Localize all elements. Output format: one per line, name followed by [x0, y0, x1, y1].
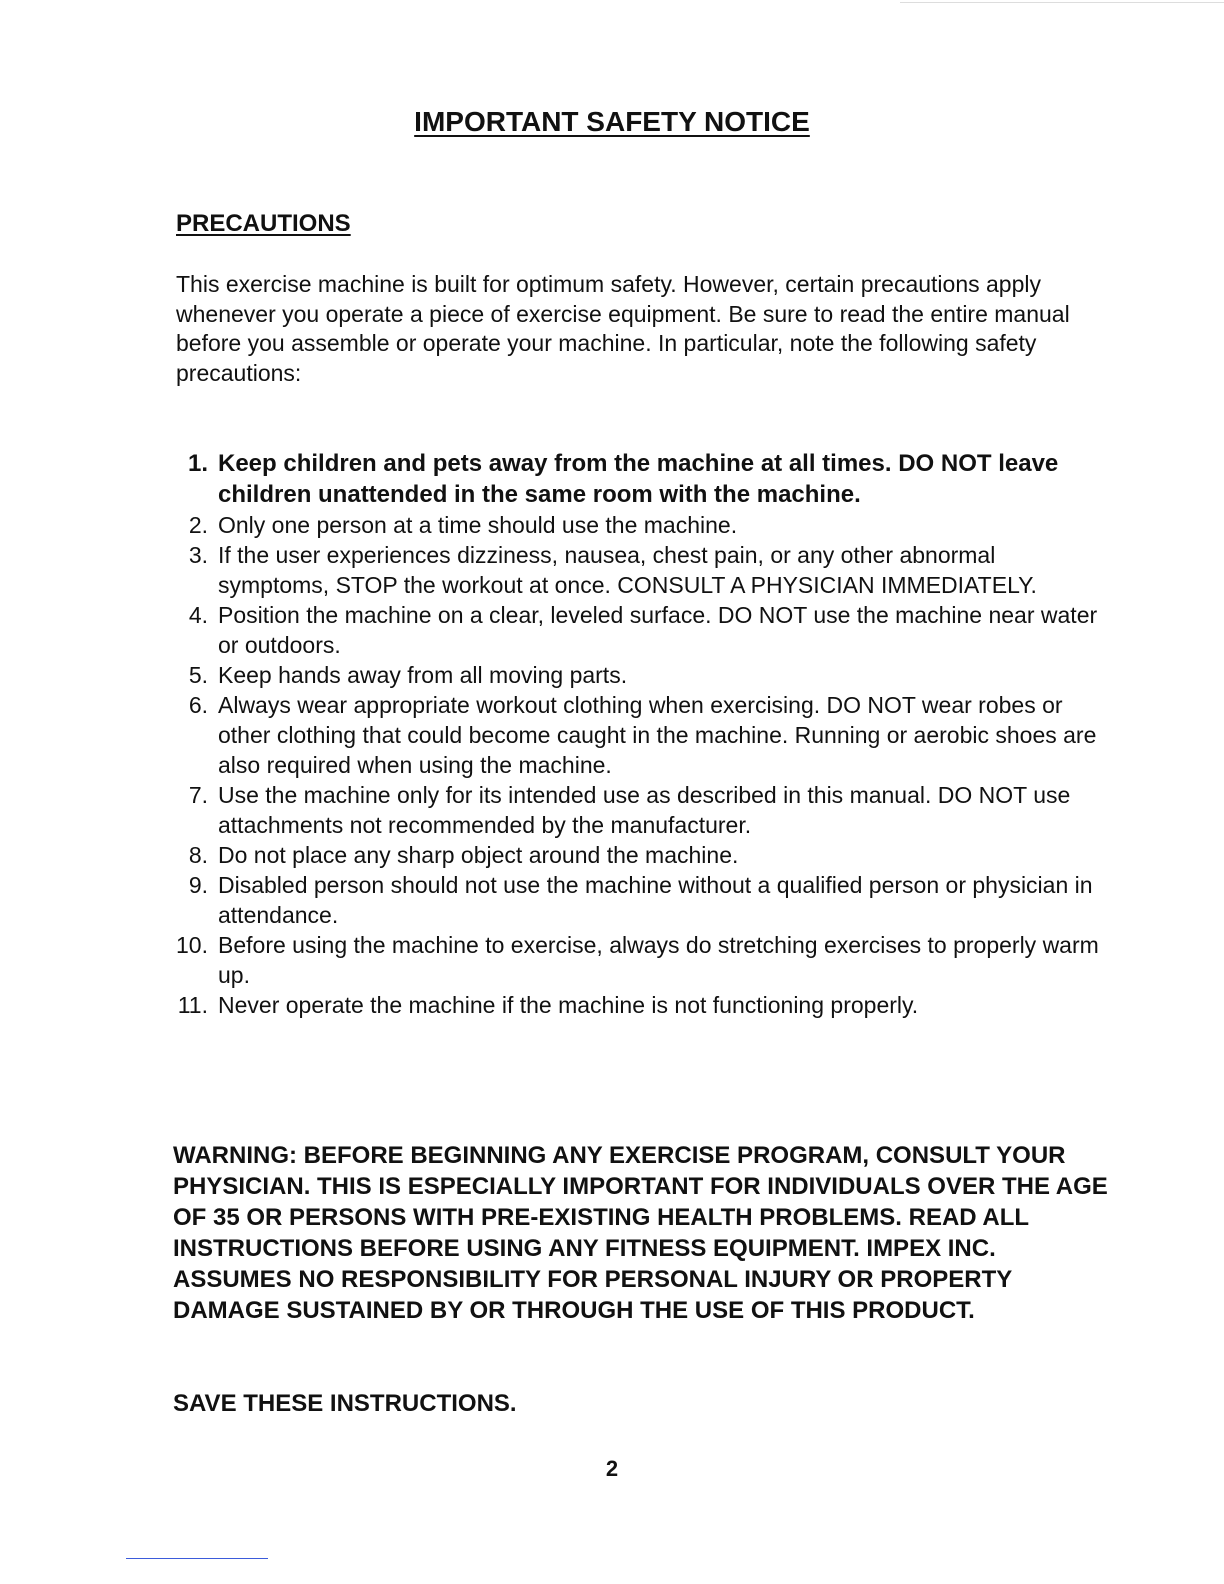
list-item-text: Only one person at a time should use the machine.: [218, 512, 738, 538]
list-item-number: 11.: [177, 992, 208, 1018]
scan-edge-line: [900, 2, 1224, 3]
scan-edge-line: [126, 1558, 268, 1559]
list-item-number: 5.: [188, 662, 208, 688]
list-item: [176, 510, 1106, 540]
list-item-text: Keep hands away from all moving parts.: [218, 662, 628, 688]
list-item-number: 8.: [188, 842, 208, 868]
list-item: [176, 930, 1106, 990]
list-item: [176, 448, 1106, 510]
page-title: IMPORTANT SAFETY NOTICE: [414, 106, 810, 137]
list-item-text: Keep children and pets away from the machine at all times. DO NOT leave children unattended in the same room with the machine.: [218, 450, 1059, 508]
warning-paragraph: WARNING: BEFORE BEGINNING ANY EXERCISE PROGRAM, CONSULT YOUR PHYSICIAN. THIS IS ESPECIALLY IMPORTANT FOR INDIVIDUALS OVER THE AGE OF 35 OR PERSONS WITH PRE-EXISTING HEALTH PROBLEMS. READ ALL INSTRUCTIONS BEFORE USING ANY FITNESS EQUIPMENT. IMPEX INC. ASSUMES NO RESPONSIBILITY FOR PERSONAL INJURY OR PROPERTY DAMAGE SUSTAINED BY OR THROUGH THE USE OF THIS PRODUCT.: [173, 1142, 1108, 1324]
page-number: 2: [605, 1456, 619, 1481]
list-item: [176, 780, 1106, 840]
list-item-text: Always wear appropriate workout clothing when exercising. DO NOT wear robes or other clothing that could become caught in the machine. Running or aerobic shoes are also required when using the machine.: [218, 692, 1097, 778]
list-item-number: 7.: [188, 782, 208, 808]
list-item: [176, 600, 1106, 660]
list-item-text: Position the machine on a clear, leveled surface. DO NOT use the machine near water or outdoors.: [218, 602, 1098, 658]
list-item-text: Use the machine only for its intended use as described in this manual. DO NOT use attachments not recommended by the manufacturer.: [218, 782, 1071, 838]
list-item-number: 4.: [188, 602, 208, 628]
section-heading-precautions: PRECAUTIONS: [176, 210, 351, 237]
list-item-number: 10.: [176, 932, 208, 958]
intro-paragraph: This exercise machine is built for optimum safety. However, certain precautions apply whenever you operate a piece of exercise equipment. Be sure to read the entire manual before you assemble or operate your machine. In particular, note the following safety precautions:: [176, 271, 1070, 386]
list-item-number: 6.: [188, 692, 208, 718]
list-item-text: If the user experiences dizziness, nausea, chest pain, or any other abnormal symptoms, STOP the workout at once. CONSULT A PHYSICIAN IMMEDIATELY.: [218, 542, 1037, 598]
precautions-list: [176, 448, 1106, 1020]
list-item-text: Do not place any sharp object around the machine.: [218, 842, 739, 868]
list-item: [176, 990, 1106, 1020]
list-item: [176, 870, 1106, 930]
list-item: [176, 840, 1106, 870]
list-item: [176, 540, 1106, 600]
list-item-number: 2.: [188, 512, 208, 538]
list-item: [176, 660, 1106, 690]
list-item-text: Disabled person should not use the machine without a qualified person or physician in attendance.: [218, 872, 1093, 928]
list-item-number: 1.: [187, 450, 208, 477]
list-item: [176, 690, 1106, 780]
list-item-number: 9.: [188, 872, 208, 898]
list-item-text: Before using the machine to exercise, always do stretching exercises to properly warm up.: [218, 932, 1099, 988]
list-item-number: 3.: [188, 542, 208, 568]
list-item-text: Never operate the machine if the machine is not functioning properly.: [218, 992, 919, 1018]
save-instructions-note: SAVE THESE INSTRUCTIONS.: [173, 1390, 517, 1417]
